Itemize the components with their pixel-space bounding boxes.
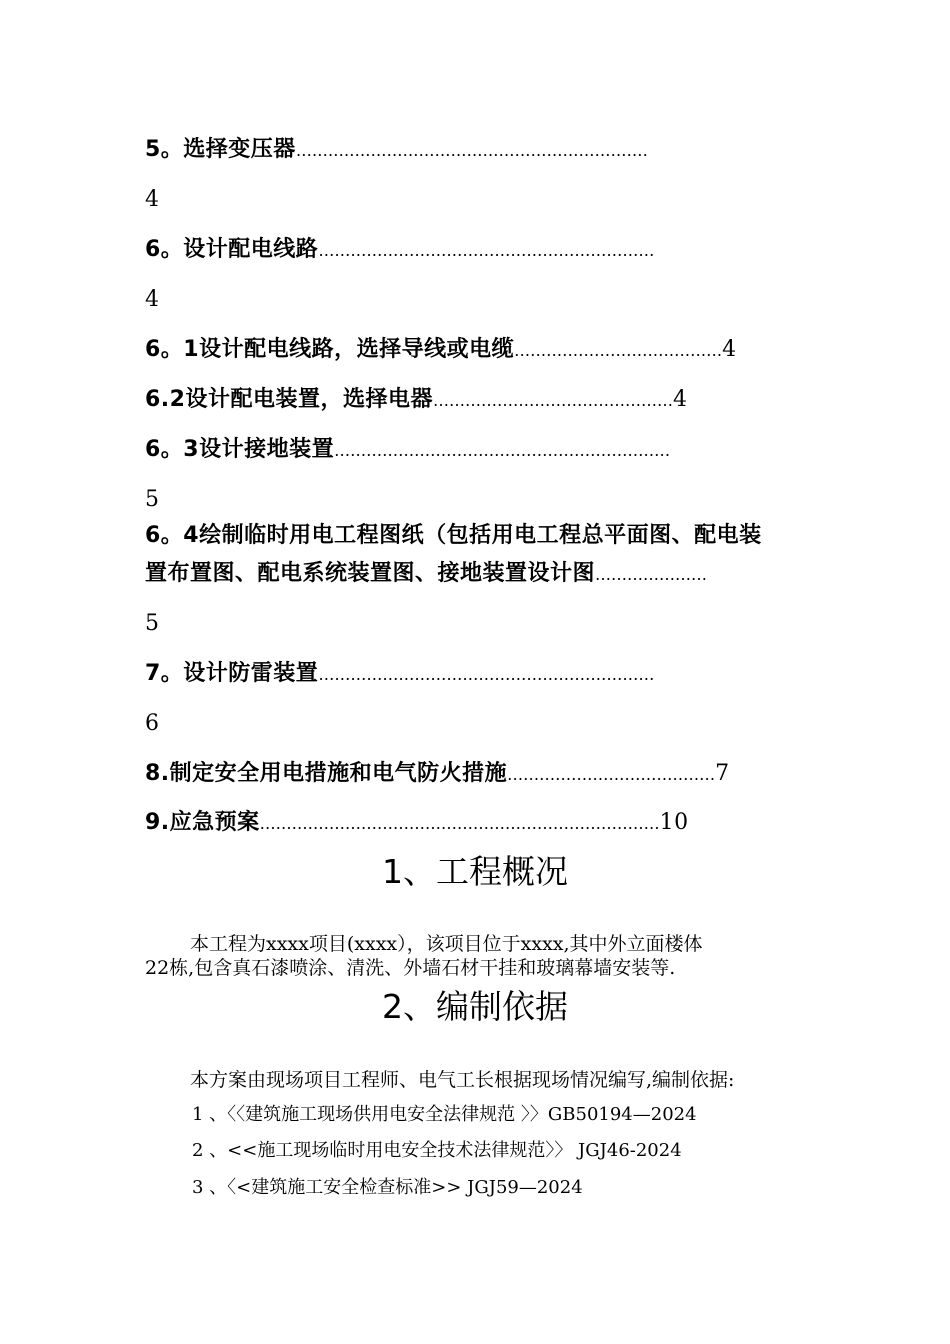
overview-paragraph-line1: 本工程为xxxx项目(xxxx），该项目位于xxxx,其中外立面楼体	[190, 933, 703, 955]
toc-entry-title: 6.2设计配电装置，选择电器	[145, 387, 433, 412]
toc-entry-title: 8.制定安全用电措施和电气防火措施	[145, 761, 508, 786]
toc-entry-page: 4	[722, 337, 737, 362]
toc-entry	[145, 561, 707, 588]
toc-entry	[145, 810, 689, 837]
toc-entry	[145, 337, 737, 364]
basis-reference: 3 、〈<建筑施工安全检查标准>> JGJ59—2024	[192, 1177, 583, 1198]
toc-entry	[145, 237, 654, 264]
toc-entry-title: 6。3设计接地装置	[145, 437, 335, 462]
toc-entry-title-line2: 置布置图、配电系统装置图、接地装置设计图	[145, 561, 596, 586]
toc-entry	[145, 137, 648, 164]
toc-entry-title: 9.应急预案	[145, 810, 260, 835]
toc-entry	[145, 437, 670, 464]
toc-entry-title: 7。设计防雷装置	[145, 661, 319, 686]
toc-leader-dots: …………………	[595, 565, 708, 584]
toc-leader-dots: …………………………………………………………	[295, 141, 648, 160]
basis-intro: 本方案由现场项目工程师、电气工长根据现场情况编写,编制依据:	[190, 1069, 735, 1091]
toc-leader-dots: …………………………………	[514, 341, 723, 360]
toc-entry-page: 5	[145, 611, 159, 636]
toc-leader-dots: ………………………………………………………	[318, 665, 655, 684]
toc-entry-page: 7	[715, 761, 730, 786]
toc-entry-page: 4	[145, 187, 159, 212]
toc-leader-dots: ………………………………………	[432, 391, 673, 410]
toc-entry	[145, 387, 687, 414]
toc-leader-dots: ………………………………………………………	[318, 241, 655, 260]
toc-entry-page: 4	[145, 287, 159, 312]
toc-entry-page: 10	[659, 810, 689, 835]
toc-entry-page: 6	[145, 711, 159, 736]
toc-entry-page: 4	[672, 387, 688, 412]
toc-entry-title: 6。1设计配电线路，选择导线或电缆	[145, 337, 515, 362]
toc-entry	[145, 523, 762, 549]
toc-leader-dots: ………………………………………………………	[334, 441, 671, 460]
toc-entry	[145, 661, 654, 688]
basis-reference: 2 、<<施工现场临时用电安全技术法律规范〉〉 JGJ46-2024	[192, 1140, 682, 1161]
section-heading-project-overview: 1、工程概况	[382, 852, 568, 891]
toc-leader-dots: …………………………………	[507, 765, 716, 784]
toc-entry-title: 5。选择变压器	[145, 137, 296, 162]
toc-entry-title: 6。设计配电线路	[145, 237, 319, 262]
toc-entry-title-line1: 6。4绘制临时用电工程图纸（包括用电工程总平面图、配电装	[145, 523, 762, 548]
basis-reference: 1 、〈〈建筑施工现场供用电安全法律规范 〉〉GB50194—2024	[192, 1104, 697, 1125]
toc-entry-page: 5	[145, 487, 159, 512]
toc-entry	[145, 761, 730, 788]
overview-paragraph-line2: 22栋,包含真石漆喷涂、清洗、外墙石材干挂和玻璃幕墙安装等.	[145, 957, 676, 979]
section-heading-compilation-basis: 2、编制依据	[382, 987, 568, 1026]
toc-leader-dots: …………………………………………………………………	[259, 814, 660, 833]
